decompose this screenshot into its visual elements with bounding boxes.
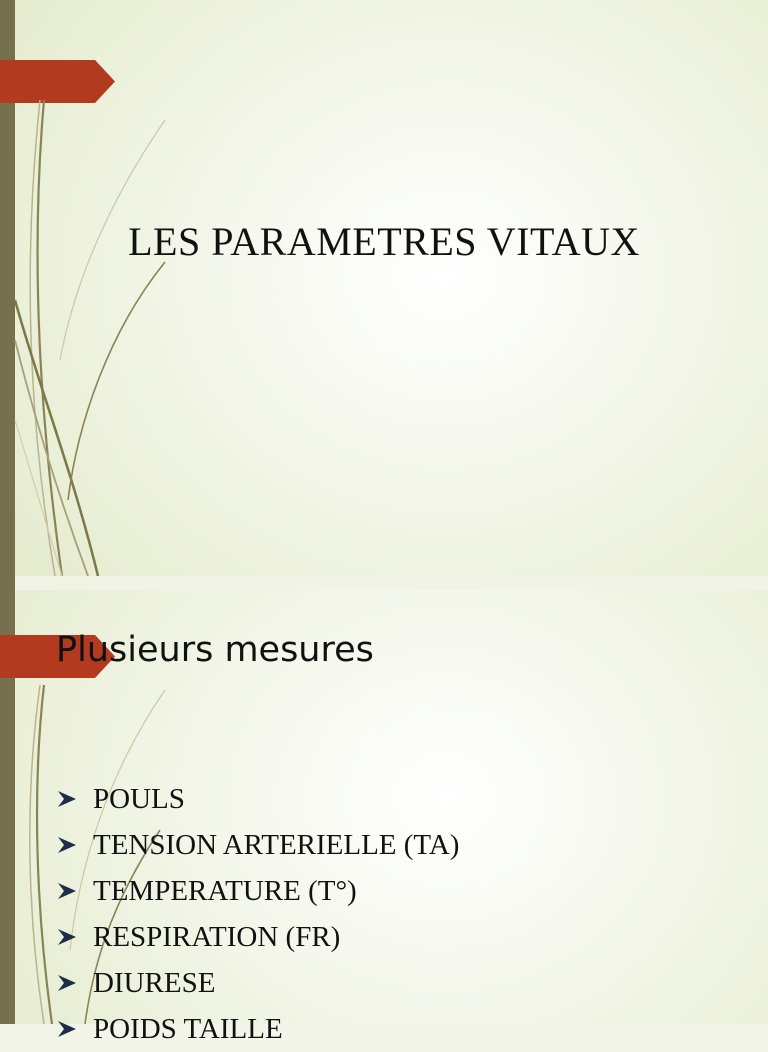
bullet-text: RESPIRATION (FR) (93, 920, 341, 953)
content-slide (0, 590, 768, 1045)
slide-title: LES PARAMETRES VITAUX (128, 219, 640, 264)
chevron-right-icon (56, 835, 78, 855)
slide-gap (0, 576, 768, 590)
bullet-text: POULS (93, 782, 185, 815)
bullet-text: TEMPERATURE (T°) (93, 874, 357, 907)
list-item (56, 822, 459, 868)
chevron-right-icon (56, 789, 78, 809)
list-item (56, 776, 459, 822)
bullet-text: TENSION ARTERIELLE (TA) (93, 828, 460, 861)
left-accent-bar (0, 576, 15, 590)
bullet-text: DIURESE (93, 966, 216, 999)
list-item (56, 914, 459, 960)
list-item (56, 1006, 459, 1052)
list-item (56, 960, 459, 1006)
chevron-right-icon (56, 1019, 78, 1039)
list-item (56, 868, 459, 914)
chevron-right-icon (56, 881, 78, 901)
chevron-right-icon (56, 927, 78, 947)
grass-decoration (0, 0, 200, 576)
bullet-list (56, 776, 459, 1052)
bullet-text: POIDS TAILLE (93, 1012, 283, 1045)
chevron-right-icon (56, 973, 78, 993)
slide-heading: Plusieurs mesures (56, 630, 374, 670)
